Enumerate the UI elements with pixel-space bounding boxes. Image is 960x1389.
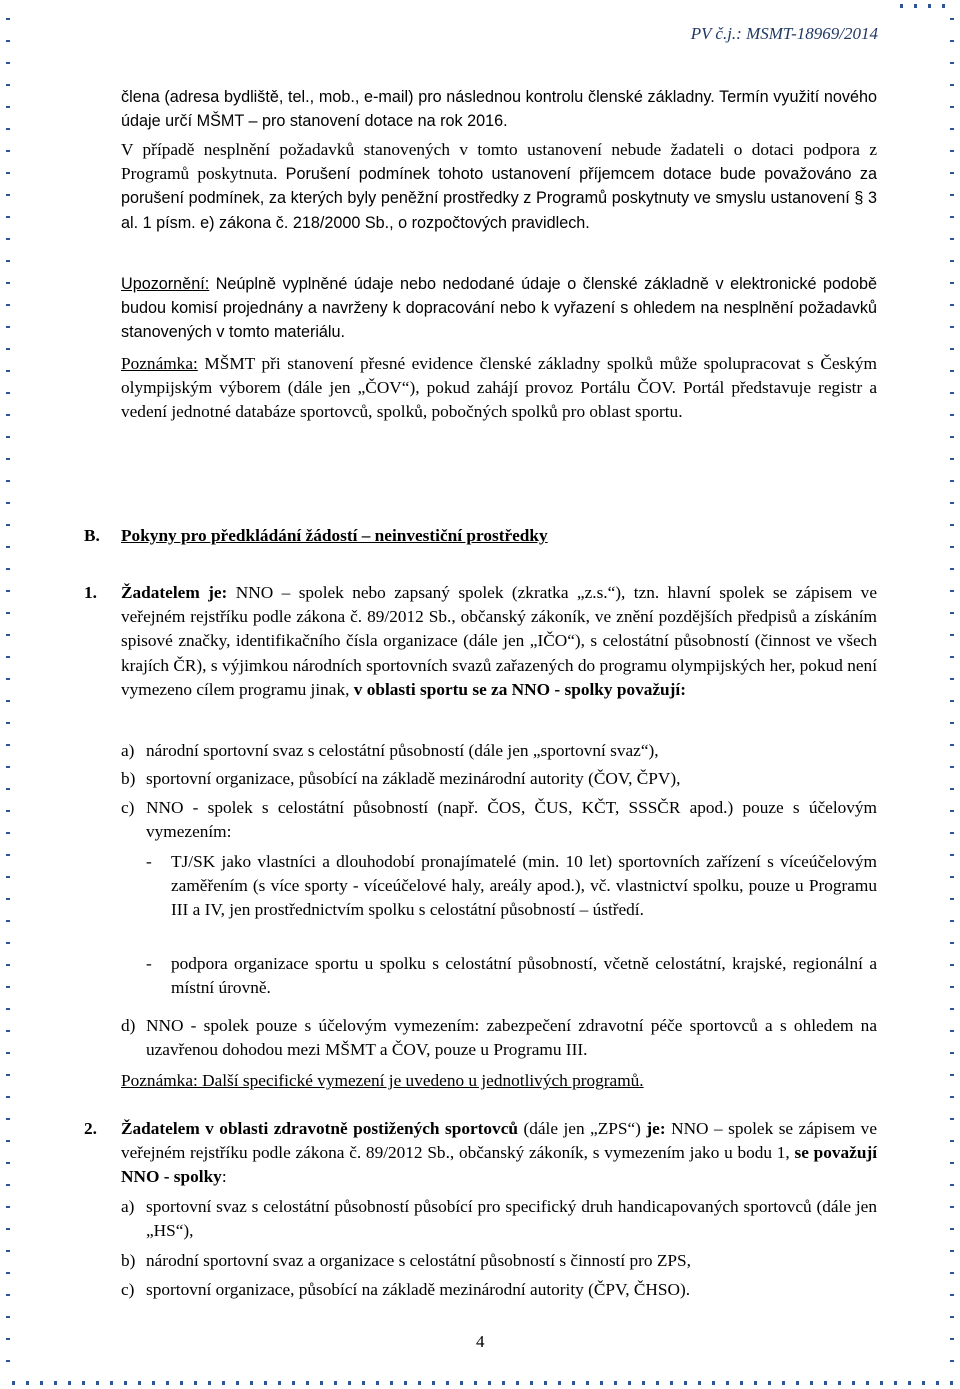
item-1-b-label: b): [121, 769, 136, 788]
warning-paragraph: [121, 272, 877, 345]
item-2-lead-bold-3: se považují NNO - spolky: [121, 1143, 877, 1187]
item-2-lead-bold: Žadatelem v oblasti zdravotně postižených sportovců: [121, 1119, 518, 1138]
note-text-a: MŠMT při stanovení přesné evidence členské základny spolků může spolupracovat s Českým olympijským výborem (dále jen „ČOV“), pokud zahájí provoz Portálu ČOV.: [121, 354, 877, 398]
item-1-lead-text-b: , občanský zákoník, ve znění pozdějších předpisů a získáním spisové značky, identifikačního čísla organizace (dále jen „IČO“), s celostátní působností (činnost ve všech krajích ČR), s výjimkou národních sportovních svazů zařazených do programu olympijských her, pokud není vymezeno cílem programu jinak,: [121, 607, 877, 699]
item-1-c-text: NNO - spolek s celostátní působností (např. ČOS, ČUS, KČT, SSSČR apod.) pouze s účelovým vymezením:: [146, 798, 877, 842]
document-reference: PV č.j.: MSMT-18969/2014: [690, 24, 878, 43]
page-border-right: [950, 10, 954, 1380]
section-label: B.: [84, 526, 100, 545]
item-1-lead-text-a: NNO – spolek nebo zapsaný spolek (zkratka „z.s.“), tzn. hlavní spolek se zápisem ve veřejném rejstříku podle zákona č. 89/2012 Sb.: [121, 583, 877, 627]
item-1-c-label: c): [121, 798, 135, 817]
page-border-top: [894, 4, 954, 8]
note-text-b: Portál představuje registr a vedení jednotné databáze sportovců, spolků, pobočných spolků pro oblast sportu.: [121, 378, 877, 422]
item-1-note: Poznámka: Další specifické vymezení je uvedeno u jednotlivých programů.: [121, 1071, 644, 1090]
item-1-lead-bold-end: v oblasti sportu se za NNO - spolky považují:: [353, 679, 686, 699]
item-1-dash-2-text: podpora organizace sportu u spolku s celostátní působností, včetně celostátní, krajské, regionální a místní úrovně.: [171, 954, 877, 998]
item-2-a-label: a): [121, 1197, 135, 1216]
section-title: Pokyny pro předkládání žádostí – neinvestiční prostředky: [121, 526, 548, 545]
item-1-number: 1.: [84, 583, 97, 602]
note-paragraph: [121, 352, 877, 425]
item-2-lead-text-2: NNO – spolek se zápisem ve veřejném rejstříku podle zákona č. 89/2012 Sb., občanský zákoník, s vymezením jako u bodu 1,: [121, 1119, 877, 1163]
warning-label: Upozornění:: [121, 275, 210, 293]
item-1-b-text: sportovní organizace, působící na základě mezinárodní autority (ČOV, ČPV),: [146, 769, 681, 788]
intro-sentence-2: Porušení podmínek tohoto ustanovení příjemcem dotace bude považováno za porušení podmínek, za kterých byly peněžní prostředky z Programů poskytnuty ve smyslu ustanovení § 3 al. 1 písm. e) zákona č. 218/2000 Sb., o rozpočtových pravidlech.: [121, 165, 877, 232]
item-1-a-text: národní sportovní svaz s celostátní působností (dále jen „sportovní svaz“),: [146, 741, 659, 760]
item-2-lead-bold-2: je:: [646, 1119, 666, 1138]
warning-text: Neúplně vyplněné údaje nebo nedodané údaje o členské základně v elektronické podobě budou komisí projednány a navrženy k dopracování nebo k vyřazení s ohledem na nesplnění požadavků stanovených v tomto materiálu.: [121, 275, 877, 342]
intro-paragraph-1: člena (adresa bydliště, tel., mob., e-mail) pro následnou kontrolu členské základny. Termín využití nového údaje určí MŠMT – pro stanovení dotace na rok 2016.: [121, 88, 877, 131]
item-2-lead-text: (dále jen „ZPS“): [517, 1119, 647, 1138]
item-1-lead: [121, 581, 877, 702]
item-2-b-text: národní sportovní svaz a organizace s celostátní působností s činností pro ZPS,: [146, 1251, 691, 1270]
item-1-a-label: a): [121, 741, 135, 760]
item-1-lead-bold: Žadatelem je:: [121, 583, 228, 602]
item-1-dash-1-mark: -: [146, 852, 152, 871]
item-2-lead: [121, 1117, 877, 1190]
note-label: Poznámka:: [121, 354, 198, 373]
item-2-a-text: sportovní svaz s celostátní působností působící pro specifický druh handicapovaných sportovců (dále jen „HS“),: [146, 1197, 877, 1241]
item-2-c-text: sportovní organizace, působící na základě mezinárodní autority (ČPV, ČHSO).: [146, 1280, 691, 1299]
item-1-d-text: NNO - spolek pouze s účelovým vymezením: zabezpečení zdravotní péče sportovců a s ohledem na uzavřenou dohodou mezi MŠMT a ČOV, pouze u Programu III.: [146, 1016, 877, 1060]
item-1-dash-1-text: TJ/SK jako vlastníci a dlouhodobí pronajímatelé (min. 10 let) sportovních zařízení s víceúčelovým zaměřením (s více sporty - víceúčelové haly, areály apod.), vč. vlastnictví spolku, pouze u Programu III a IV, jen prostřednictvím spolku s celostátní působností – ústředí.: [171, 852, 877, 920]
item-2-number: 2.: [84, 1119, 97, 1138]
item-1-d-label: d): [121, 1016, 136, 1035]
item-1-dash-2-mark: -: [146, 954, 152, 973]
page-border-bottom: [6, 1381, 954, 1385]
page-border-left: [6, 10, 10, 1380]
page-number: 4: [476, 1332, 485, 1351]
item-2-lead-colon: :: [221, 1167, 227, 1187]
item-2-b-label: b): [121, 1251, 136, 1270]
intro-sentence-1: V případě nesplnění požadavků stanovených v tomto ustanovení nebude žadateli o dotaci podpora z Programů poskytnuta.: [121, 140, 877, 184]
item-2-c-label: c): [121, 1280, 135, 1299]
intro-paragraph-2: [121, 138, 877, 235]
